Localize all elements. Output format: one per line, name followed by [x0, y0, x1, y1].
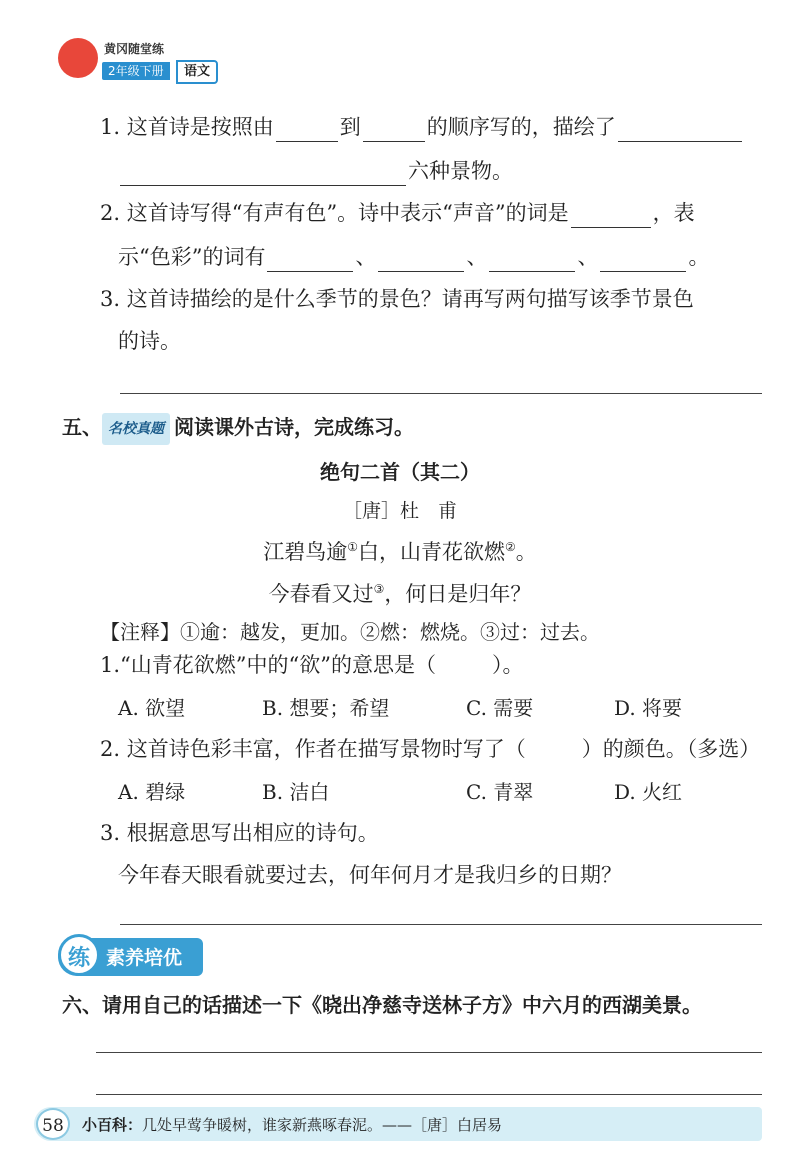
answer-blank[interactable]	[489, 249, 575, 272]
s4-question-3-cont: 的诗。	[118, 329, 181, 353]
s5-q1-option-b[interactable]: B. 想要；希望	[262, 696, 390, 720]
s5-q1-option-a[interactable]: A. 欲望	[118, 696, 186, 720]
answer-line[interactable]	[96, 1052, 762, 1053]
answer-line[interactable]	[120, 924, 762, 925]
s4-question-2-cont: 示“色彩”的词有 、 、 、 。	[118, 242, 709, 272]
subject-label: 语文	[176, 60, 218, 84]
answer-blank[interactable]	[378, 249, 464, 272]
s5-q3-meaning: 今年春天眼看就要过去，何年何月才是我归乡的日期？	[118, 863, 622, 887]
grade-label: 2年级下册	[102, 62, 170, 80]
answer-line[interactable]	[120, 393, 762, 394]
section-6-question: 六、请用自己的话描述一下《晓出净慈寺送林子方》中六月的西湖美景。	[62, 993, 702, 1017]
s4-question-2: 2. 这首诗写得“有声有色”。诗中表示“声音”的词是 ，表	[100, 198, 695, 228]
book-title: 黄冈随堂练	[104, 42, 165, 56]
s5-q2-option-a[interactable]: A. 碧绿	[118, 780, 186, 804]
poem-line-1: 江碧鸟逾①白，山青花欲燃②。	[263, 540, 537, 564]
poem-author: ［唐］杜 甫	[342, 500, 457, 522]
s5-q1-option-c[interactable]: C. 需要	[466, 696, 534, 720]
answer-blank[interactable]	[276, 119, 338, 142]
s5-q2-option-b[interactable]: B. 洁白	[262, 780, 330, 804]
s4-question-3: 3. 这首诗描绘的是什么季节的景色？请再写两句描写该季节景色	[100, 287, 694, 311]
famous-school-badge: 名校真题	[102, 413, 170, 445]
s5-question-2: 2. 这首诗色彩丰富，作者在描写景物时写了（ ）的颜色。（多选）	[100, 737, 761, 761]
s5-q2-option-d[interactable]: D. 火红	[614, 780, 683, 804]
answer-line[interactable]	[96, 1094, 762, 1095]
poem-line-2: 今春看又过③，何日是归年？	[268, 582, 532, 606]
s5-q2-option-c[interactable]: C. 青翠	[466, 780, 534, 804]
section-5-heading: 五、 名校真题 阅读课外古诗，完成练习。	[62, 412, 414, 445]
page-number: 58	[36, 1108, 70, 1140]
poem-title: 绝句二首（其二）	[320, 460, 480, 484]
s5-q1-option-d[interactable]: D. 将要	[614, 696, 683, 720]
s5-question-1: 1.“山青花欲燃”中的“欲”的意思是（ ）。	[100, 653, 524, 677]
s4-question-1-cont: 六种景物。	[118, 156, 513, 186]
answer-blank[interactable]	[363, 119, 425, 142]
poem-notes: 【注释】①逾：越发，更加。②燃：燃烧。③过：过去。	[100, 620, 600, 644]
answer-blank[interactable]	[600, 249, 686, 272]
answer-blank[interactable]	[267, 249, 353, 272]
s5-question-3: 3. 根据意思写出相应的诗句。	[100, 821, 379, 845]
logo-icon	[58, 38, 98, 78]
practice-icon: 练	[58, 934, 100, 976]
answer-blank[interactable]	[120, 163, 406, 186]
answer-blank[interactable]	[571, 205, 651, 228]
s4-question-1: 1. 这首诗是按照由 到 的顺序写的，描绘了	[100, 112, 744, 142]
answer-blank[interactable]	[618, 119, 742, 142]
footer-quote: 小百科：几处早莺争暖树，谁家新燕啄春泥。——［唐］白居易	[82, 1116, 503, 1134]
practice-label: 素养培优	[106, 947, 183, 969]
